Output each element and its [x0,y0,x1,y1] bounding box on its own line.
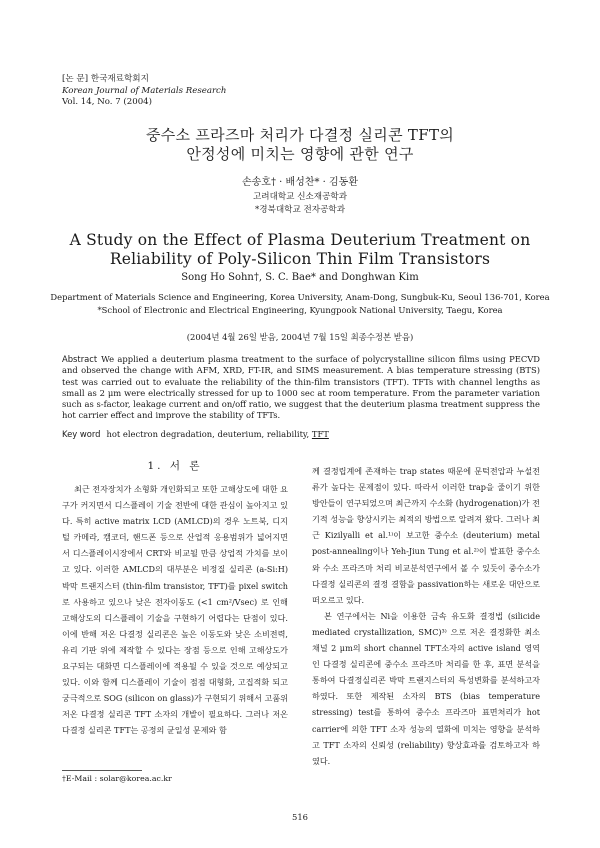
intro-paragraph-3: 본 연구에서는 Ni을 이용한 금속 유도화 결정법 (silicide mediated crystallization, SMC)³⁾ 으로 저온 결정화한 최소 채널 2 μm의 short channel TFT소자의 active island 영역인 다결정 실리콘에 중수소 프라즈마 처리를 한 후, 표면 분석을 통하여 다결정실리콘 박막 트랜지스터의 특성변화를 분석하고자 하였다. 또한 제작된 소자의 BTS (bias temperature stressing) test를 통하여 중수소 프라즈마 표면처리가 hot carrier에 의한 TFT 소자 성능의 열화에 미치는 영향을 분석하고 TFT 소자의 신뢰성 (reliability) 향상효과를 검토하고자 하였다. [312,610,540,766]
keywords [62,429,540,439]
korean-title [0,126,600,164]
journal-volume: Vol. 14, No. 7 (2004) [62,97,152,107]
intro-paragraph-1: 최근 전자장치가 소형화 개인화되고 또한 고해상도에 대한 요구가 커지면서 디스플레이 기술 전반에 대한 관심이 높아지고 있다. 특히 active matrix LCD (AMLCD)의 경우 노트북, 디지털 카메라, 캠코더, 핸드폰 등으로 산업적 응용범위가 넓어지면서 디스플레이시장에서 CRT와 비교될 만큼 상업적 가치를 보이고 있다. 이러한 AMLCD의 대부분은 비정질 실리콘 (a-Si:H) 박막 트랜지스터 (thin-film transistor, TFT)를 pixel switch로 사용하고 있으나 낮은 전자이동도 (<1 cm²/Vsec) 로 인해 고해상도의 디스플레이 기술을 구현하기 어렵다는 단점이 있다. 이에 반해 저온 다결정 실리콘은 높은 이동도와 낮은 소비전력, 유리 기판 위에 제작할 수 있다는 장점 등으로 인해 고해상도가 요구되는 대화면 디스플레이에 적용될 수 있을 것으로 예상되고 있다. 이와 함께 디스플레이 기술이 점점 대형화, 고집적화 되고 궁극적으로 SOG (silicon on glass)가 구현되기 위해서 고품위 저온 다결정 실리콘 TFT 소자의 개발이 필요하다. 그러나 저온 다결정 실리콘 TFT는 공정의 균일성 문제와 함 [62,484,288,736]
intro-paragraph-2: 께 결정립계에 존재하는 trap states 때문에 문턱전압과 누설전류가 높다는 문제점이 있다. 따라서 이러한 trap을 줄이기 위한 방안들이 연구되었으며 최근까지 수소화 (hydrogenation)가 전기적 성능을 향상시키는 최적의 방법으로 알려져 왔다. 그러나 최근 Kizilyalli et al.¹⁾이 보고한 중수소 (deuterium) metal post-annealing이나 Yeh-Jiun Tung et al.²⁾이 발표한 중수소와 수소 프라즈마 처리 비교분석연구에서 볼 수 있듯이 중수소가 다결정 실리콘의 결정 결함을 passivation하는 새로운 대안으로 떠오르고 있다. [312,466,540,605]
korean-affiliation-1: 고려대학교 신소재공학과 [252,192,348,202]
english-title [0,231,600,269]
korean-title-line1: 중수소 프라즈마 처리가 다결정 실리콘 TFT의 [145,126,455,144]
keywords-label: Key word [62,429,101,439]
journal-name-korean: [논 문] 한국재료학회지 [62,74,149,84]
abstract-label: Abstract [62,354,98,364]
english-affiliations [0,291,600,316]
english-affiliation-2: *School of Electronic and Electrical Engineering, Kyungpook National University, Taegu, Korea [97,304,503,315]
abstract-text: We applied a deuterium plasma treatment to the surface of polycrystalline silicon films using PECVD and observed the change with AFM, XRD, FT-IR, and SIMS measurement. A bias temperature stressing (BTS) test was carried out to evaluate the reliability of the thin-film transistors (TFT). TFTs with channel lengths as small as 2 μm were electrically stressed for up to 1000 sec at room temperature. From the parameter variation such as s-factor, leakage current and on/off ratio, we suggest that the deuterium plasma treatment suppress the hot carrier effect and improve the stability of TFTs. [62,354,540,421]
section-title-introduction: 1. 서 론 [147,460,203,472]
english-authors: Song Ho Sohn†, S. C. Bae* and Donghwan Kim [181,272,419,283]
korean-affiliations [0,191,600,217]
footnote-divider [62,770,142,771]
korean-affiliation-2: *경북대학교 전자공학과 [254,205,346,215]
received-dates: (2004년 4월 26일 받음, 2004년 7월 15일 최종수정본 받음) [186,332,414,342]
journal-header [62,74,226,109]
abstract [62,354,540,422]
english-affiliation-1: Department of Materials Science and Engineering, Korea University, Anam-Dong, Sungbuk-Ku, Seoul 136-701, Korea [50,292,550,302]
english-title-line1: A Study on the Effect of Plasma Deuterium Treatment on [69,231,531,249]
korean-authors: 손송호† · 배성찬* · 김동환 [241,177,358,188]
footnote-email: †E-Mail : solar@korea.ac.kr [62,774,172,783]
keywords-text: hot electron degradation, deuterium, reliability, [106,429,310,439]
page-number: 516 [292,812,308,822]
english-title-line2: Reliability of Poly-Silicon Thin Film Transistors [109,250,491,268]
left-column [62,481,288,739]
right-column [312,463,540,769]
journal-name-english: Korean Journal of Materials Research [62,85,227,96]
keywords-last: TFT [311,429,329,439]
korean-title-line2: 안정성에 미치는 영향에 관한 연구 [186,145,414,163]
